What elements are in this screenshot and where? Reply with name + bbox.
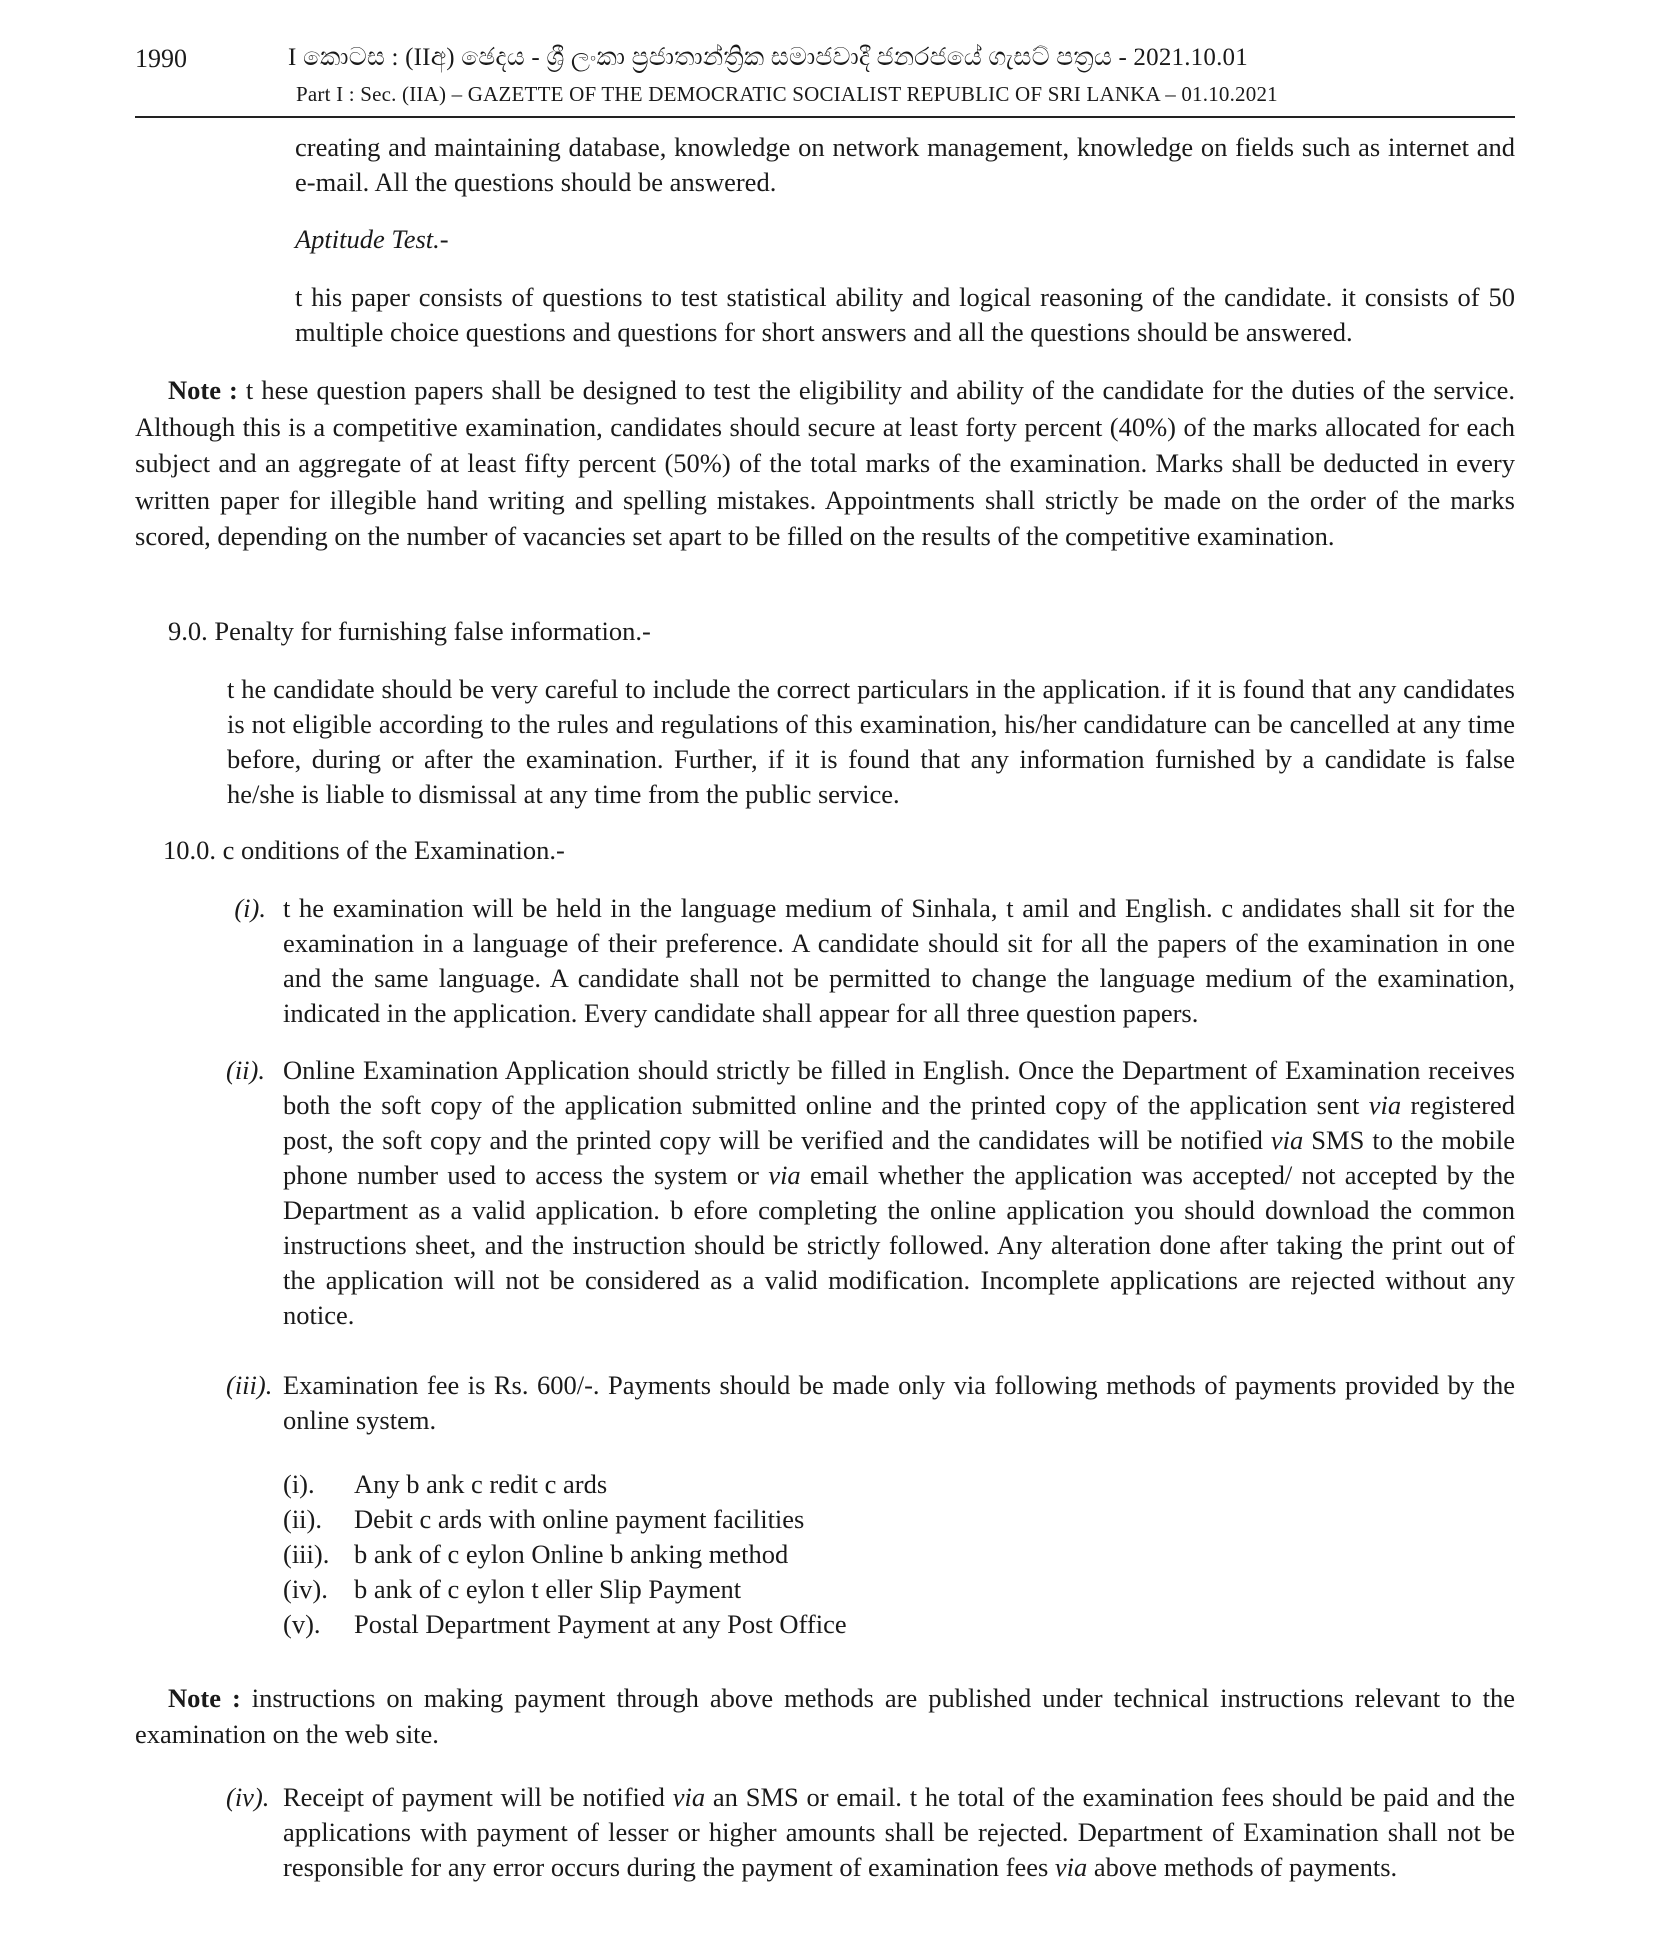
list-item-text: b ank of c eylon t eller Slip Payment bbox=[354, 1574, 742, 1604]
via-italic: via bbox=[1054, 1852, 1088, 1882]
item-iv-text bbox=[283, 1780, 1515, 1885]
list-item bbox=[283, 1572, 983, 1607]
list-item bbox=[283, 1607, 983, 1642]
list-item-text: Postal Department Payment at any Post Office bbox=[354, 1609, 847, 1639]
item-ii-text-part: Online Examination Application should strictly be filled in English. Once the Department of Examination receives both the soft copy of the application submitted online and the printed copy of the application sent bbox=[283, 1055, 1515, 1120]
item-iii-marker: (iii). bbox=[226, 1370, 273, 1400]
header-title-english: Part I : Sec. (IIA) – GAZETTE OF THE DEMOCRATIC SOCIALIST REPUBLIC OF SRI LANKA – 01.10.2021 bbox=[296, 82, 1278, 106]
list-item-text: b ank of c eylon Online b anking method bbox=[354, 1539, 789, 1569]
item-ii-text-part: SMS to the mobile phone number used to access the system or bbox=[283, 1125, 1515, 1190]
item-ii-marker: (ii). bbox=[226, 1055, 265, 1085]
list-item-label: (ii). bbox=[283, 1504, 322, 1534]
section-10-heading: 10.0. c onditions of the Examination.- bbox=[163, 835, 565, 865]
section-9-heading: 9.0. Penalty for furnishing false information.- bbox=[168, 616, 651, 646]
header-divider bbox=[135, 116, 1515, 118]
item-i-text: t he examination will be held in the language medium of Sinhala, t amil and English. c andidates shall sit for the examination in a language of their preference. A candidate should sit for all the papers of the examination in one and the same language. A candidate shall not be permitted to change the language medium of the examination, indicated in the application. Every candidate shall appear for all three question papers. bbox=[283, 893, 1515, 1028]
list-item-text: Debit c ards with online payment facilities bbox=[354, 1504, 805, 1534]
via-italic: via bbox=[768, 1160, 801, 1190]
list-item bbox=[283, 1467, 983, 1502]
item-ii-text-part: email whether the application was accepted/ not accepted by the Department as a valid application. b efore completing the online application you should download the common instructions sheet, and the instruction should be strictly followed. Any alteration done after taking the print out of the application will not be considered as a valid modification. Incomplete applications are rejected without any notice. bbox=[283, 1160, 1515, 1330]
note-paragraph-1 bbox=[135, 372, 1515, 555]
note-label: Note : bbox=[168, 1683, 241, 1713]
page-header bbox=[0, 0, 1654, 130]
list-item-text: Any b ank c redit c ards bbox=[354, 1469, 608, 1499]
via-italic: via bbox=[672, 1782, 706, 1812]
list-item bbox=[283, 1502, 983, 1537]
via-italic: via bbox=[1368, 1090, 1402, 1120]
note-paragraph-2 bbox=[135, 1680, 1515, 1752]
note-label: Note : bbox=[168, 375, 238, 405]
page-number: 1990 bbox=[135, 44, 187, 73]
item-ii-text bbox=[283, 1053, 1515, 1333]
list-item bbox=[283, 1537, 983, 1572]
list-item-label: (iii). bbox=[283, 1539, 330, 1569]
via-italic: via bbox=[1270, 1125, 1304, 1155]
header-title-sinhala: I කොටස : (IIඅ) ඡෙදය - ශ්‍රී ලංකා ප්‍රජාතාන්ත්‍රික සමාජවාදී ජනරජයේ ගැසට් පත්‍රය - 2021.10.01 bbox=[288, 44, 1248, 71]
payment-methods-list bbox=[283, 1467, 983, 1642]
list-item-label: (i). bbox=[283, 1469, 315, 1499]
note-text: instructions on making payment through above methods are published under technical instructions relevant to the examination on the web site. bbox=[135, 1683, 1515, 1749]
continued-paragraph: creating and maintaining database, knowledge on network management, knowledge on fields such as internet and e-mail. All the questions should be answered. bbox=[295, 132, 1515, 197]
item-ii-text-part: registered post, the soft copy and the printed copy will be verified and the candidates will be notified bbox=[283, 1090, 1515, 1155]
list-item-label: (v). bbox=[283, 1609, 321, 1639]
section-9-text: t he candidate should be very careful to include the correct particulars in the application. if it is found that any candidates is not eligible according to the rules and regulations of this examination, his/her candidature can be cancelled at any time before, during or after the examination. Further, if it is found that any information furnished by a candidate is false he/she is liable to dismissal at any time from the public service. bbox=[227, 674, 1515, 809]
note-text: t hese question papers shall be designed to test the eligibility and ability of the candidate for the duties of the service. Although this is a competitive examination, candidates should secure at least forty percent (40%) of the marks allocated for each subject and an aggregate of at least fifty percent (50%) of the total marks of the examination. Marks shall be deducted in every written paper for illegible hand writing and spelling mistakes. Appointments shall strictly be made on the order of the marks scored, depending on the number of vacancies set apart to be filled on the results of the competitive examination. bbox=[135, 375, 1515, 552]
item-iii-text: Examination fee is Rs. 600/-. Payments should be made only via following methods of payments provided by the online system. bbox=[283, 1370, 1515, 1435]
item-iv-text-part: above methods of payments. bbox=[1087, 1852, 1398, 1882]
item-iv-text-part: an SMS or email. t he total of the examination fees should be paid and the applications with payment of lesser or higher amounts shall be rejected. Department of Examination shall not be responsible for any error occurs during the payment of examination fees bbox=[283, 1782, 1515, 1882]
list-item-label: (iv). bbox=[283, 1574, 328, 1604]
item-iv-text-part: Receipt of payment will be notified bbox=[283, 1782, 673, 1812]
item-iv-marker: (iv). bbox=[226, 1782, 270, 1812]
aptitude-heading: Aptitude Test.- bbox=[295, 224, 449, 254]
item-i-marker: (i). bbox=[234, 893, 266, 923]
aptitude-text: t his paper consists of questions to test statistical ability and logical reasoning of the candidate. it consists of 50 multiple choice questions and questions for short answers and all the questions should be answered. bbox=[295, 282, 1515, 347]
